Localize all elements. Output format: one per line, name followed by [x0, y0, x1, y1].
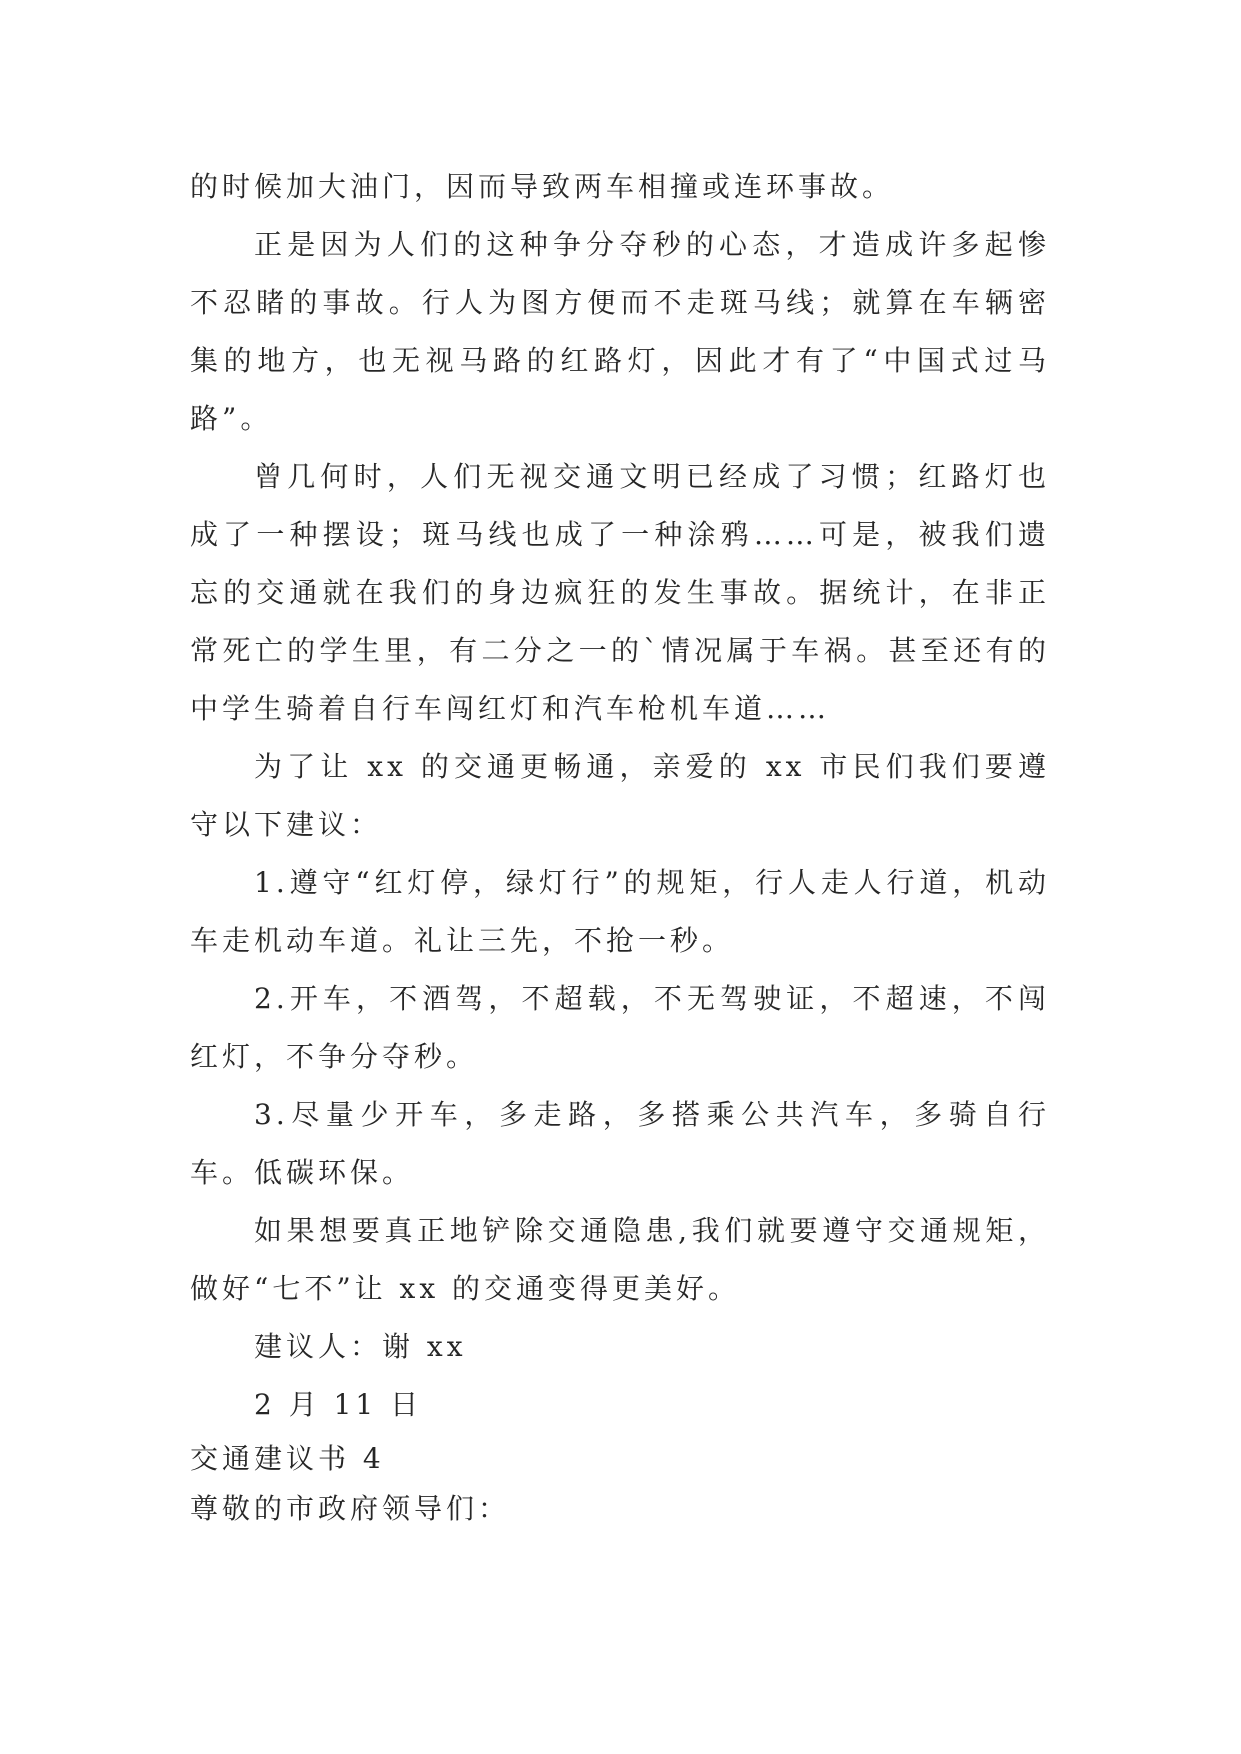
suggestion-item-2: 2.开车，不酒驾，不超载，不无驾驶证，不超速，不闯红灯，不争分夺秒。: [190, 982, 1050, 1073]
suggestion-item-1: 1.遵守“红灯停，绿灯行”的规矩，行人走人行道，机动车走机动车道。礼让三先，不抢一秒。: [190, 866, 1050, 957]
date-line: 2 月 11 日: [254, 1388, 423, 1421]
salutation: 尊敬的市政府领导们：: [190, 1492, 511, 1525]
paragraph-continuation: 的时候加大油门，因而导致两车相撞或连环事故。: [190, 170, 895, 203]
paragraph-suggestions-intro: 为了让 xx 的交通更畅通，亲爱的 xx 市民们我们要遵守以下建议：: [190, 750, 1050, 841]
section-heading: 交通建议书 4: [190, 1442, 385, 1475]
document-body: [190, 158, 1050, 1534]
suggestion-item-3: 3.尽量少开车，多走路，多搭乘公共汽车，多骑自行车。低碳环保。: [190, 1098, 1050, 1189]
paragraph-conclusion: 如果想要真正地铲除交通隐患,我们就要遵守交通规矩，做好“七不”让 xx 的交通变得更美好。: [190, 1214, 1050, 1305]
paragraph-rush-mentality: 正是因为人们的这种争分夺秒的心态，才造成许多起惨不忍睹的事故。行人为图方便而不走斑马线；就算在车辆密集的地方，也无视马路的红路灯，因此才有了“中国式过马路”。: [190, 228, 1050, 435]
paragraph-ignoring-traffic: 曾几何时，人们无视交通文明已经成了习惯；红路灯也成了一种摆设；斑马线也成了一种涂鸦……可是，被我们遗忘的交通就在我们的身边疯狂的发生事故。据统计，在非正常死亡的学生里，有二分之一的`情况属于车祸。甚至还有的中学生骑着自行车闯红灯和汽车枪机车道……: [190, 460, 1050, 725]
signature-line: 建议人：谢 xx: [254, 1330, 467, 1363]
